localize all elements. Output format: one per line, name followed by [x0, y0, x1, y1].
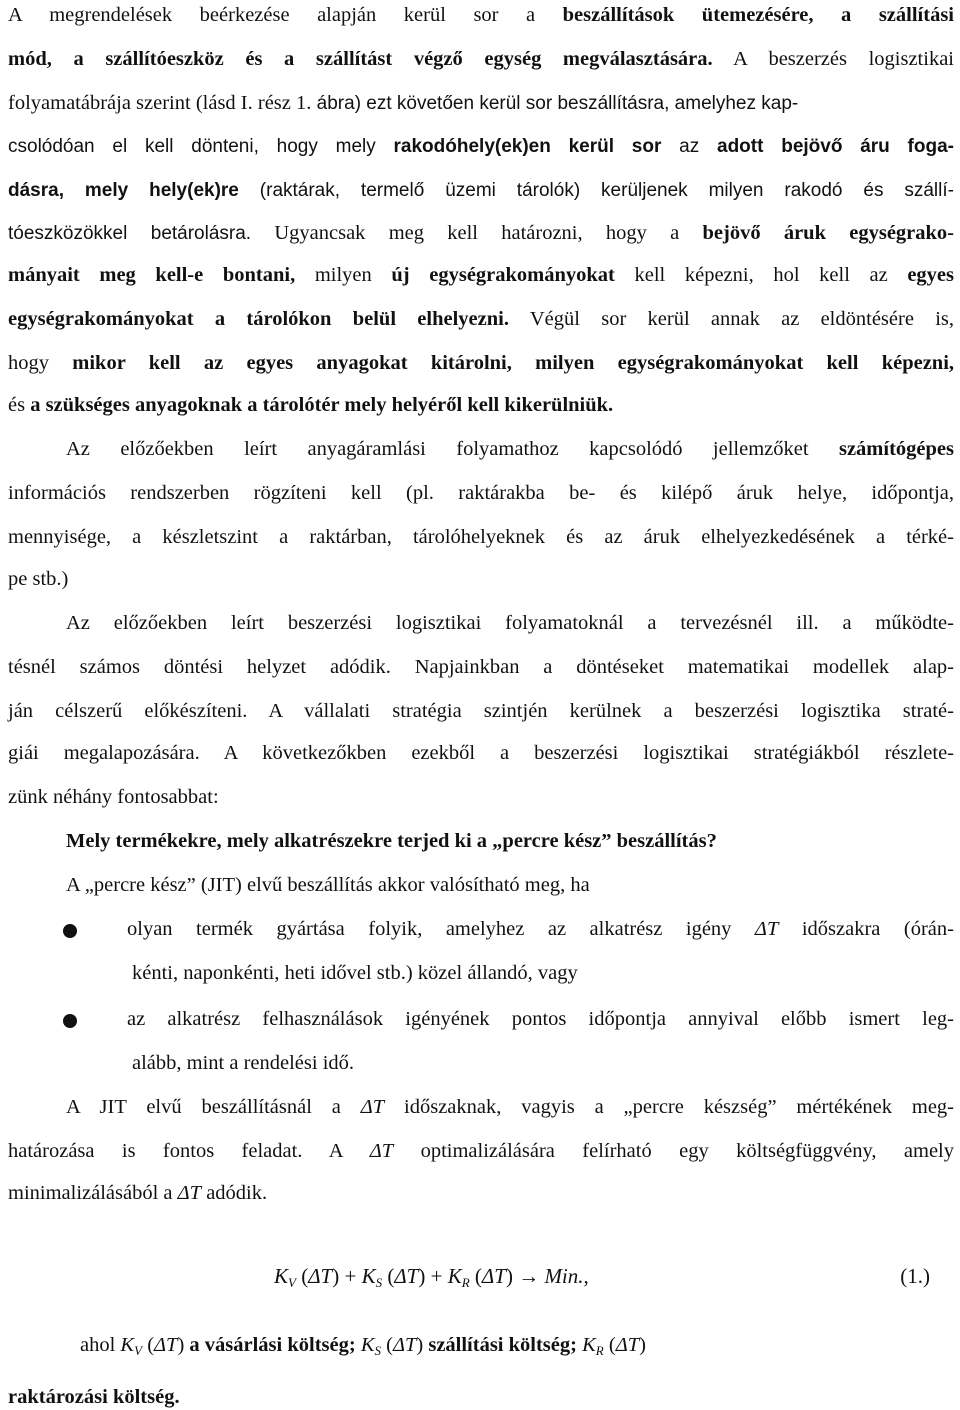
jit-intro: A „percre kész” (JIT) elvű beszállítás akkor valósítható meg, ha: [66, 874, 590, 896]
para3-line5: zünk néhány fontosabbat:: [8, 786, 219, 808]
bullet-dot-1: [63, 924, 77, 938]
para2-line2: információs rendszerben rögzíteni kell (pl. raktárakba be- és kilépő áruk helye, időpontja,: [8, 482, 954, 504]
para4-line2: határozása is fontos feladat. A ΔT optimalizálására felírható egy költségfüggvény, amely: [8, 1140, 954, 1162]
para1-line4: csolódóan el kell dönteni, hogy mely rakodóhely(ek)en kerül sor az adott bejövő áru foga-: [8, 136, 954, 157]
legend-line2: raktározási költség.: [8, 1386, 180, 1408]
para2-line3: mennyisége, a készletszint a raktárban, tárolóhelyeknek és az áruk elhelyezkedésének a térké-: [8, 526, 954, 548]
legend-line1: ahol $K_V$ (ΔT) a vásárlási költség; $K_S$ (ΔT) szállítási költség; $K_R$ (ΔT): [80, 1334, 646, 1358]
para4-line1: A JIT elvű beszállításnál a ΔT időszaknak, vagyis a „percre készség” mértékének meg-: [66, 1096, 955, 1118]
section-heading: Mely termékekre, mely alkatrészekre terjed ki a „percre kész” beszállítás?: [66, 830, 717, 852]
para2-line4: pe stb.): [8, 568, 69, 590]
cost-function-formula: $K_V$ $(\Delta T) + K_S$ $(\Delta T) + K_R$ (ΔT) → Min.,: [274, 1264, 589, 1290]
equation-number: (1.): [900, 1264, 930, 1288]
para1-line5: dásra, mely hely(ek)re (raktárak, termelő üzemi tárolók) kerüljenek milyen rakodó és szállí-: [8, 180, 954, 201]
para3-line1: Az előzőekben leírt beszerzési logisztikai folyamatoknál a tervezésnél ill. a működte-: [66, 612, 954, 634]
para1-line10: és a szükséges anyagoknak a tárolótér mely helyéről kell kikerülniük.: [8, 394, 614, 416]
para1-line8: egységrakományokat a tárolókon belül elhelyezni. Végül sor kerül annak az eldöntésére is,: [8, 308, 954, 330]
para1-line7: mányait meg kell-e bontani, milyen új egységrakományokat kell képezni, hol kell az egyes: [8, 264, 955, 286]
para4-line3: minimalizálásából a ΔT adódik.: [8, 1182, 268, 1204]
para1-line1: A megrendelések beérkezése alapján kerül sor a beszállítások ütemezésére, a szállítási: [8, 4, 954, 26]
bullet2-line2: alább, mint a rendelési idő.: [132, 1052, 355, 1074]
bullet1-line2: kénti, naponkénti, heti idővel stb.) közel állandó, vagy: [132, 962, 578, 984]
para1-line6: tóeszközökkel betárolásra. Ugyancsak meg kell határozni, hogy a bejövő áruk egységrako-: [8, 222, 954, 244]
bullet1-line1: olyan termék gyártása folyik, amelyhez az alkatrész igény ΔT időszakra (órán-: [127, 918, 954, 940]
para1-line3: folyamatábrája szerint (lásd I. rész 1. ábra) ezt követően kerül sor beszállításra, amelyhez kap-: [8, 92, 799, 114]
para3-line2: tésnél számos döntési helyzet adódik. Napjainkban a döntéseket matematikai modellek alap-: [8, 656, 954, 678]
para2-line1: Az előzőekben leírt anyagáramlási folyamathoz kapcsolódó jellemzőket számítógépes: [66, 438, 954, 460]
bullet2-line1: az alkatrész felhasználások igényének pontos időpontja annyival előbb ismert leg-: [127, 1008, 954, 1030]
para3-line4: giái megalapozására. A következőkben ezekből a beszerzési logisztikai stratégiákból részlete-: [8, 742, 954, 764]
para1-line9: hogy mikor kell az egyes anyagokat kitárolni, milyen egységrakományokat kell képezni,: [8, 352, 955, 374]
para3-line3: ján célszerű előkészíteni. A vállalati stratégia szintjén kerülnek a beszerzési logisztika straté-: [8, 700, 954, 722]
para1-line2: mód, a szállítóeszköz és a szállítást végző egység megválasztására. A beszerzés logisztikai: [8, 48, 954, 70]
bullet-dot-2: [63, 1014, 77, 1028]
